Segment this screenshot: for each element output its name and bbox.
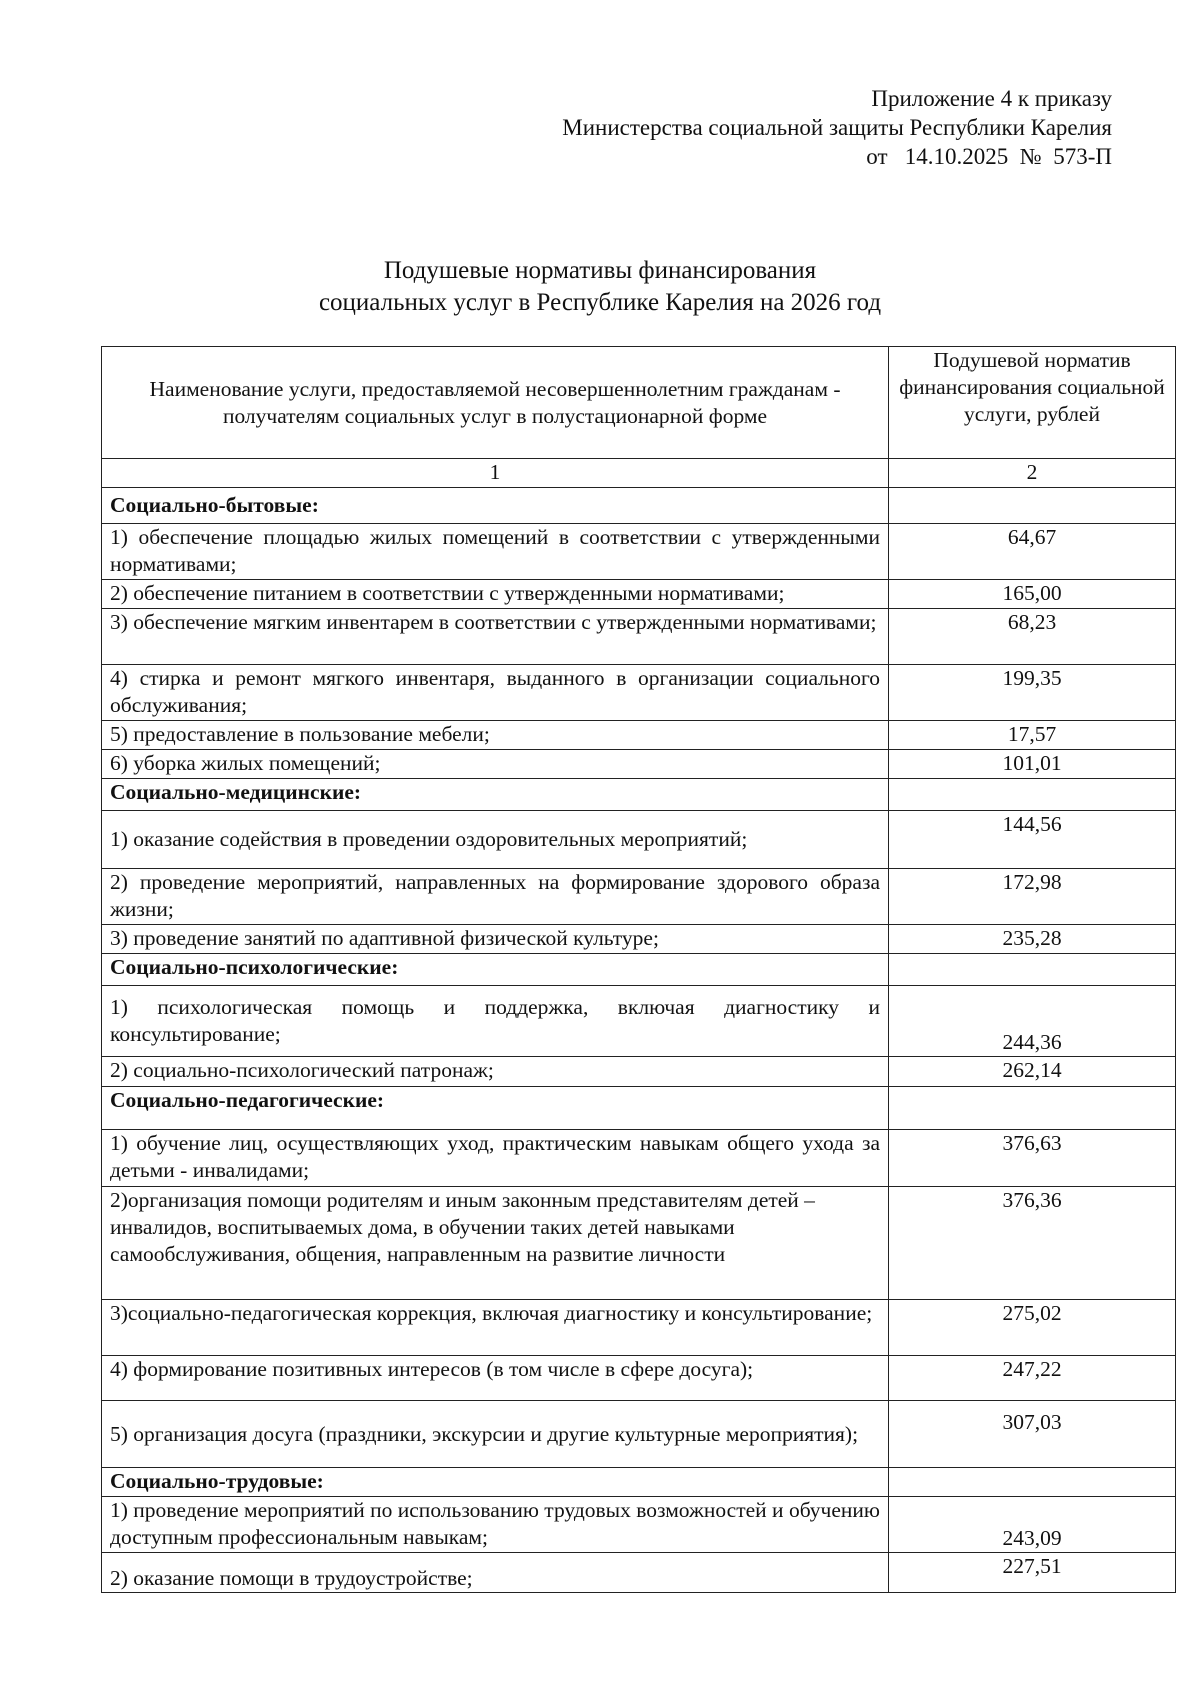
table-row: [102, 609, 1176, 665]
category-row: [102, 1468, 1176, 1497]
norm-value: 376,36: [889, 1187, 1176, 1300]
title-line-2: социальных услуг в Республике Карелия на 2026 год: [318, 289, 882, 316]
table-row: [102, 925, 1176, 954]
approval-line-2: Министерства социальной защиты Республики Карелия: [562, 115, 1112, 140]
table-row: [102, 1130, 1176, 1187]
norm-value: 247,22: [889, 1356, 1176, 1401]
service-name: 2) социально-психологический патронаж;: [102, 1057, 889, 1087]
norm-value: 262,14: [889, 1057, 1176, 1087]
empty-cell: [889, 488, 1176, 524]
approval-block: [562, 84, 1112, 171]
service-name: 1) психологическая помощь и поддержка, включая диагностику и консультирование;: [102, 986, 889, 1057]
table-row: [102, 750, 1176, 779]
table-row: [102, 665, 1176, 721]
service-name: 2) оказание помощи в трудоустройстве;: [102, 1553, 889, 1593]
header-norm-value: Подушевой норматив финансирования социальной услуги, рублей: [889, 347, 1176, 459]
table-row: [102, 1187, 1176, 1300]
column-number-2: 2: [889, 459, 1176, 488]
category-row: [102, 488, 1176, 524]
service-name: 3) обеспечение мягким инвентарем в соответствии с утвержденными нормативами;: [102, 609, 889, 665]
table-row: [102, 1497, 1176, 1553]
service-name: 5) организация досуга (праздники, экскурсии и другие культурные мероприятия);: [102, 1401, 889, 1468]
norm-value: 227,51: [889, 1553, 1176, 1593]
table-row: [102, 1300, 1176, 1356]
category-label: Социально-бытовые:: [102, 488, 889, 524]
table-row: [102, 986, 1176, 1057]
norm-value: 64,67: [889, 524, 1176, 580]
service-name: 3)социально-педагогическая коррекция, включая диагностику и консультирование;: [102, 1300, 889, 1356]
table-row: [102, 721, 1176, 750]
table-row: [102, 1356, 1176, 1401]
service-name: 2)организация помощи родителям и иным законным представителям детей – инвалидов, воспитываемых дома, в обучении таких детей навыками самообслуживания, общения, направленным на развитие личности: [102, 1187, 889, 1300]
category-row: [102, 779, 1176, 811]
category-row: [102, 954, 1176, 986]
column-number-1: 1: [102, 459, 889, 488]
empty-cell: [889, 1468, 1176, 1497]
header-row: [102, 347, 1176, 459]
empty-cell: [889, 954, 1176, 986]
table-row: [102, 1401, 1176, 1468]
service-name: 4) формирование позитивных интересов (в том числе в сфере досуга);: [102, 1356, 889, 1401]
norm-value: 275,02: [889, 1300, 1176, 1356]
service-name: 1) оказание содействия в проведении оздоровительных мероприятий;: [102, 811, 889, 869]
norm-value: 68,23: [889, 609, 1176, 665]
service-name: 1) обеспечение площадью жилых помещений в соответствии с утвержденными нормативами;: [102, 524, 889, 580]
service-name: 1) обучение лиц, осуществляющих уход, практическим навыкам общего ухода за детьми - инвалидами;: [102, 1130, 889, 1187]
table-row: [102, 869, 1176, 925]
norm-value: 172,98: [889, 869, 1176, 925]
norm-value: 199,35: [889, 665, 1176, 721]
service-name: 4) стирка и ремонт мягкого инвентаря, выданного в организации социального обслуживания;: [102, 665, 889, 721]
service-name: 3) проведение занятий по адаптивной физической культуре;: [102, 925, 889, 954]
norm-value: 307,03: [889, 1401, 1176, 1468]
norm-value: 144,56: [889, 811, 1176, 869]
approval-line-3: от 14.10.2025 № 573-П: [866, 144, 1112, 169]
norm-value: 17,57: [889, 721, 1176, 750]
header-service-name: Наименование услуги, предоставляемой несовершеннолетним гражданам - получателям социальных услуг в полустационарной форме: [102, 347, 889, 459]
column-number-row: [102, 459, 1176, 488]
service-name: 2) обеспечение питанием в соответствии с утвержденными нормативами;: [102, 580, 889, 609]
table-row: [102, 524, 1176, 580]
service-name: 2) проведение мероприятий, направленных на формирование здорового образа жизни;: [102, 869, 889, 925]
title-line-1: Подушевые нормативы финансирования: [383, 257, 817, 284]
norm-value: 244,36: [889, 986, 1176, 1057]
table-row: [102, 580, 1176, 609]
empty-cell: [889, 779, 1176, 811]
norms-table: [101, 346, 1176, 1593]
approval-line-1: Приложение 4 к приказу: [871, 86, 1112, 111]
category-row: [102, 1087, 1176, 1130]
table-row: [102, 1553, 1176, 1593]
norm-value: 243,09: [889, 1497, 1176, 1553]
table-row: [102, 811, 1176, 869]
category-label: Социально-медицинские:: [102, 779, 889, 811]
category-label: Социально-педагогические:: [102, 1087, 889, 1130]
service-name: 6) уборка жилых помещений;: [102, 750, 889, 779]
service-name: 5) предоставление в пользование мебели;: [102, 721, 889, 750]
norm-value: 235,28: [889, 925, 1176, 954]
norm-value: 165,00: [889, 580, 1176, 609]
empty-cell: [889, 1087, 1176, 1130]
service-name: 1) проведение мероприятий по использованию трудовых возможностей и обучению доступным профессиональным навыкам;: [102, 1497, 889, 1553]
category-label: Социально-психологические:: [102, 954, 889, 986]
category-label: Социально-трудовые:: [102, 1468, 889, 1497]
norm-value: 376,63: [889, 1130, 1176, 1187]
norm-value: 101,01: [889, 750, 1176, 779]
table-row: [102, 1057, 1176, 1087]
document-title: [0, 255, 1200, 319]
